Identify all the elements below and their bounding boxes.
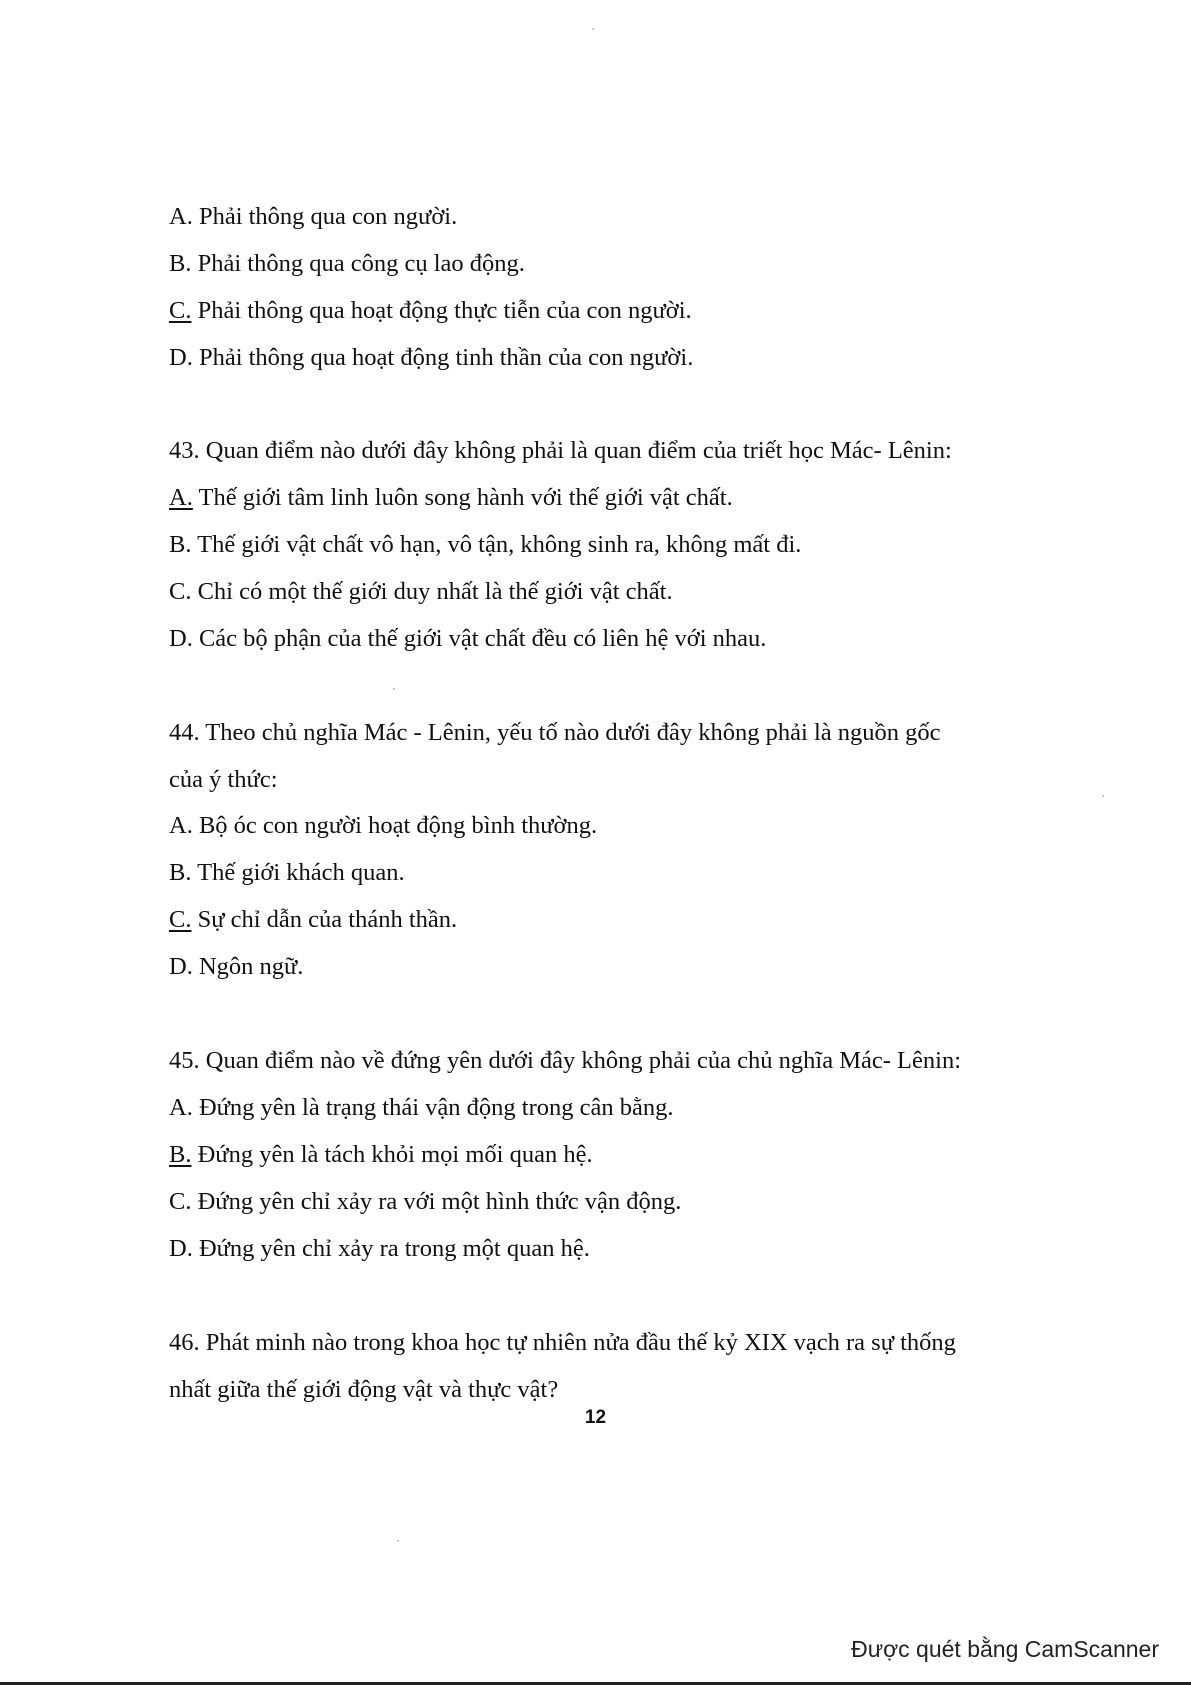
scan-speck — [1102, 795, 1104, 797]
question-44-line-1: 44. Theo chủ nghĩa Mác - Lênin, yếu tố nào dưới đây không phải là nguồn gốc — [169, 719, 941, 746]
answer-key-letter: C. — [169, 297, 192, 324]
answer-key-letter: B. — [169, 1141, 192, 1168]
question-44-line-2: của ý thức: — [169, 766, 278, 793]
q44-option-c-correct — [169, 905, 457, 935]
option-text: Đứng yên là tách khỏi mọi mối quan hệ. — [191, 1141, 593, 1168]
q43-option-b: B. Thế giới vật chất vô hạn, vô tận, không sinh ra, không mất đi. — [169, 531, 802, 558]
option-text: Phải thông qua hoạt động thực tiễn của con người. — [191, 297, 692, 324]
scan-speck — [397, 1540, 399, 1542]
option-text: Sự chỉ dẫn của thánh thần. — [191, 906, 458, 933]
scan-speck — [393, 688, 395, 690]
answer-key-letter: A. — [169, 484, 193, 511]
option-a: A. Phải thông qua con người. — [169, 203, 458, 230]
q45-option-d: D. Đứng yên chỉ xảy ra trong một quan hệ. — [169, 1235, 590, 1262]
scanner-watermark: Được quét bằng CamScanner — [851, 1636, 1159, 1662]
q45-option-a: A. Đứng yên là trạng thái vận động trong cân bằng. — [169, 1094, 674, 1121]
q43-option-c: C. Chỉ có một thế giới duy nhất là thế giới vật chất. — [169, 578, 673, 605]
question-46-line-1: 46. Phát minh nào trong khoa học tự nhiên nửa đầu thế kỷ XIX vạch ra sự thống — [169, 1329, 956, 1356]
option-c-correct — [169, 296, 692, 326]
option-d: D. Phải thông qua hoạt động tinh thần của con người. — [169, 344, 694, 371]
page-number: 12 — [584, 1407, 607, 1428]
option-b: B. Phải thông qua công cụ lao động. — [169, 250, 525, 277]
q44-option-b: B. Thế giới khách quan. — [169, 859, 405, 886]
q44-option-d: D. Ngôn ngữ. — [169, 953, 304, 980]
answer-key-letter: C. — [169, 906, 192, 933]
question-46-line-2: nhất giữa thế giới động vật và thực vật? — [169, 1376, 559, 1403]
q43-option-a-correct — [169, 483, 733, 513]
question-45: 45. Quan điểm nào về đứng yên dưới đây không phải của chủ nghĩa Mác- Lênin: — [169, 1047, 962, 1074]
q45-option-b-correct — [169, 1140, 593, 1170]
question-43: 43. Quan điểm nào dưới đây không phải là quan điểm của triết học Mác- Lênin: — [169, 437, 952, 464]
q44-option-a: A. Bộ óc con người hoạt động bình thường. — [169, 812, 598, 839]
scan-speck — [592, 28, 594, 30]
q43-option-d: D. Các bộ phận của thế giới vật chất đều có liên hệ với nhau. — [169, 625, 767, 652]
q45-option-c: C. Đứng yên chỉ xảy ra với một hình thức vận động. — [169, 1188, 682, 1215]
option-text: Thế giới tâm linh luôn song hành với thế giới vật chất. — [192, 484, 733, 511]
